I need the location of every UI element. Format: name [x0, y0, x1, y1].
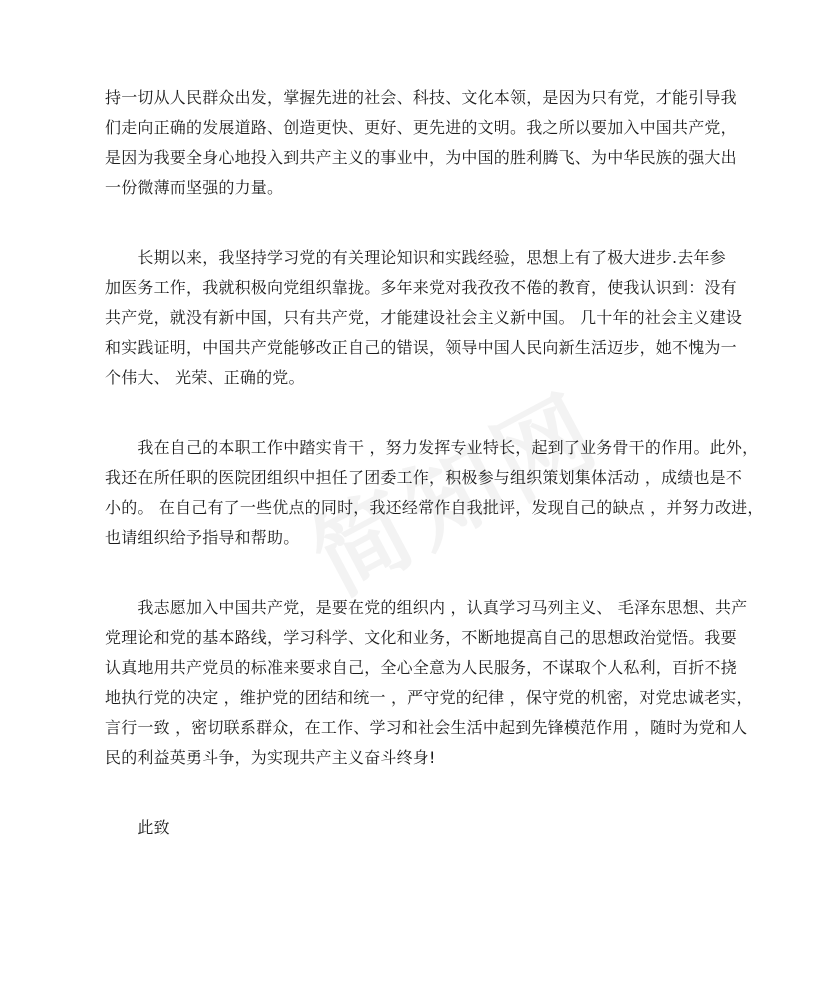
text-line: 持一切从人民群众出发，掌握先进的社会、科技、文化本领，是因为只有党，才能引导我 — [105, 88, 737, 107]
text-line: 言行一致 ，密切联系群众，在工作、学习和社会生活中起到先锋模范作用 ，随时为党和人 — [105, 718, 748, 737]
text-line: 是因为我要全身心地投入到共产主义的事业中，为中国的胜利腾飞、为中华民族的强大出 — [105, 148, 737, 167]
text-line: 民的利益英勇斗争，为实现共产主义奋斗终身! — [105, 748, 436, 767]
paragraph-2 — [105, 243, 743, 393]
text-line: 小的。 在自己有了一些优点的同时，我还经常作自我批评，发现自己的缺点 ，并努力改进， — [105, 498, 764, 517]
text-line: 也请组织给予指导和帮助。 — [105, 528, 300, 547]
text-line: 加医务工作，我就积极向党组织靠拢。多年来党对我孜孜不倦的教育，使我认识到：没有 — [105, 278, 737, 297]
paragraph-1 — [105, 83, 735, 203]
paragraph-4 — [105, 593, 753, 773]
text-line: 我还在所任职的医院团组织中担任了团委工作，积极参与组织策划集体活动 ，成绩也是不 — [105, 468, 743, 487]
text-line: 和实践证明，中国共产党能够改正自己的错误，领导中国人民向新生活迈步，她不愧为一 — [105, 338, 737, 357]
text-line: 们走向正确的发展道路、创造更快、更好、更先进的文明。我之所以要加入中国共产党， — [105, 118, 737, 137]
text-line: 地执行党的决定 ，维护党的团结和统一 ，严守党的纪律 ，保守党的机密，对党忠诚老实， — [105, 688, 753, 707]
closing-salutation — [105, 813, 735, 843]
text-line: 长期以来，我坚持学习党的有关理论知识和实践经验，思想上有了极大进步.去年参 — [105, 248, 726, 267]
text-line: 个伟大、 光荣、正确的党。 — [105, 368, 305, 387]
text-line: 此致 — [105, 818, 170, 837]
paragraph-3 — [105, 433, 764, 553]
text-line: 共产党，就没有新中国，只有共产党，才能建设社会主义新中国。 几十年的社会主义建设 — [105, 308, 743, 327]
text-line: 我在自己的本职工作中踏实肯干 ，努力发挥专业特长，起到了业务骨干的作用。此外， — [105, 438, 759, 457]
text-line: 我志愿加入中国共产党，是要在党的组织内 ，认真学习马列主义、 毛泽东思想、共产 — [105, 598, 748, 617]
text-line: 认真地用共产党员的标准来要求自己，全心全意为人民服务，不谋取个人私利，百折不挠 — [105, 658, 737, 677]
text-line: 党理论和党的基本路线，学习科学、文化和业务，不断地提高自己的思想政治觉悟。我要 — [105, 628, 737, 647]
text-line: 一份微薄而坚强的力量。 — [105, 178, 284, 197]
